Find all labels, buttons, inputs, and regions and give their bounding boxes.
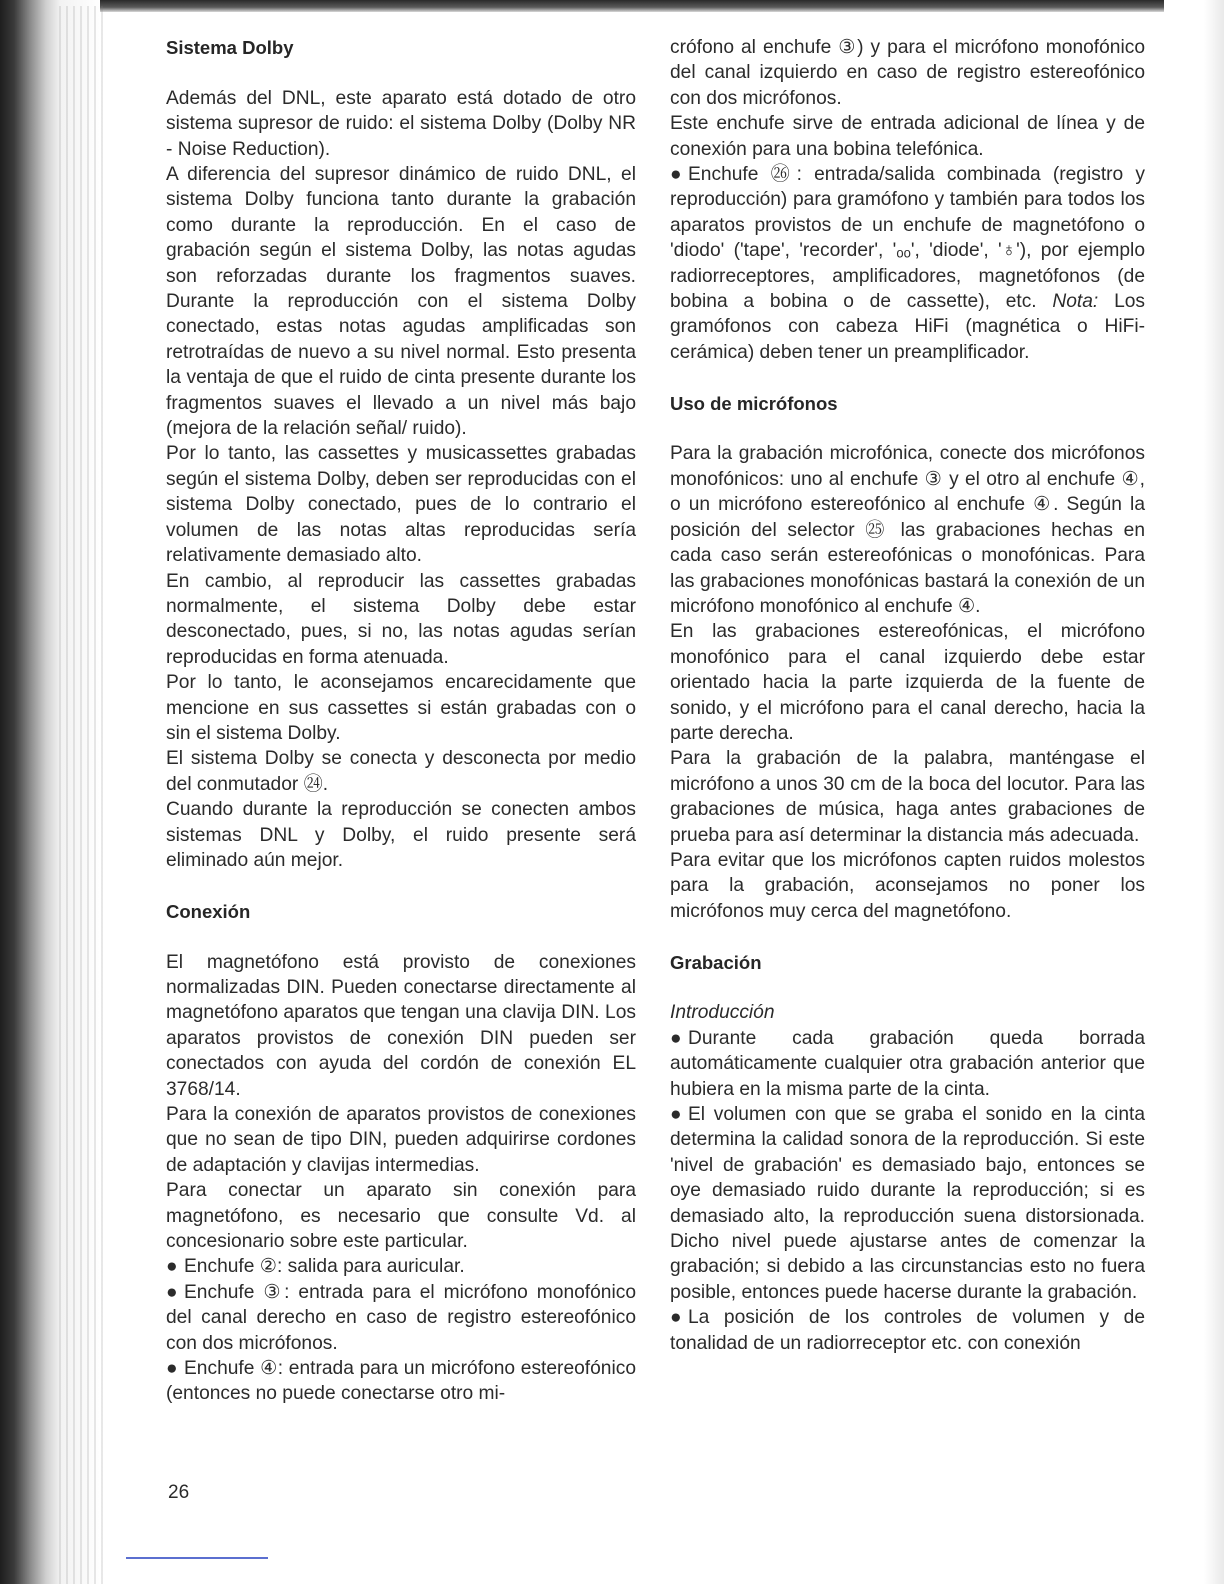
page-top-shadow [0,0,1224,12]
continuation-paragraph-1: crófono al enchufe ③) y para el micrófono monofónico del canal izquierdo en caso de registro estereofónico con dos micrófonos. [670,37,1145,109]
dolby-paragraph-7: Cuando durante la reproducción se conecten ambos sistemas DNL y Dolby, el ruido presente será eliminado aún mejor. [166,799,636,871]
continuation-paragraph-2: Este enchufe sirve de entrada adicional de línea y de conexión para una bobina telefónica. [670,113,1145,160]
bullet-icon: ● [166,1256,178,1278]
page-number: 26 [168,1482,190,1503]
bullet-icon: ● [166,1358,178,1380]
conexion-paragraph-3: Para conectar un aparato sin conexión para magnetófono, es necesario que consulte Vd. al concesionario sobre este particular. [166,1180,636,1253]
heading-grabacion: Grabación [670,951,762,973]
bottom-link-underline [126,1557,268,1559]
subheading-introduccion: Introducción [670,1002,775,1024]
book-page-edges [54,6,104,1584]
bullet-enchufe-3 [166,1280,636,1356]
grabacion-bullet-1 [670,1026,1145,1102]
dolby-paragraph-6: El sistema Dolby se conecta y desconecta por medio del conmutador ㉔. [166,748,636,795]
bullet-text: Enchufe ㉖: entrada/salida combinada (registro y reproducción) para gramófono y también para todos los aparatos provistos de un enchufe de magnetófono o 'diodo' ('tape', 'recorder', 'ₒₒ', 'diode', '♁'), por ejemplo radiorreceptores, amplificadores, magnetófonos (de bobina a bobina o de cassette), etc. [670,164,1145,313]
bullet-text: El volumen con que se graba el sonido en la cinta determina la calidad sonora de la reproducción. Si este 'nivel de grabación' es demasiado bajo, entonces se oye demasiado ruido durante la reproducción; si es demasiado alto, la reproducción suena distorsionada. Dicho nivel puede ajustarse antes de comenzar la grabación; si debido a las circunstancias esto no fuera posible, entonces puede hacerse durante la grabación. [670,1104,1145,1303]
heading-uso-microfonos: Uso de micrófonos [670,392,838,414]
grabacion-bullet-2 [670,1102,1145,1305]
bullet-enchufe-2 [166,1254,636,1279]
dolby-paragraph-2: A diferencia del supresor dinámico de ruido DNL, el sistema Dolby funciona tanto durante la grabación como durante la reproducción. En el caso de grabación según el sistema Dolby, las notas agudas son reforzadas durante los fragmentos suaves. Durante la reproducción con el sistema Dolby conectado, estas notas agudas amplificadas son retrotraídas de nuevo a su nivel normal. Esto presenta la ventaja de que el ruido de cinta presente durante los fragmentos suaves el llevado a un nivel más bajo (mejora de la relación señal/ ruido). [166,164,636,440]
dolby-paragraph-4: En cambio, al reproducir las cassettes grabadas normalmente, el sistema Dolby debe estar desconectado, pues, si no, las notas agudas serían reproducidas en forma atenuada. [166,570,636,668]
bullet-text: Enchufe ②: salida para auricular. [184,1256,465,1278]
microfonos-paragraph-1: Para la grabación microfónica, conecte dos micrófonos monofónicos: uno al enchufe ③ y el otro al enchufe ④, o un micrófono estereofónico al enchufe ④. Según la posición del selector ㉕ las grabaciones hechas en cada caso serán estereofónicas o monofónicas. Para las grabaciones monofónicas bastará la conexión de un micrófono monofónico al enchufe ④. [670,443,1145,617]
heading-conexion: Conexión [166,900,251,922]
bullet-text: Enchufe ③: entrada para el micrófono monofónico del canal derecho en caso de registro estereofónico con dos micrófonos. [166,1281,636,1354]
spacer [670,924,1145,949]
bullet-icon: ● [670,1027,682,1049]
bullet-icon: ● [166,1281,178,1303]
bullet-text: Durante cada grabación queda borrada automáticamente cualquier otra grabación anterior que hubiera en la misma parte de la cinta. [670,1027,1145,1100]
spacer [166,873,636,898]
left-column [166,35,636,1407]
page-right-edge [1164,0,1224,1584]
spacer [670,975,1145,1000]
bullet-text: La posición de los controles de volumen y de tonalidad de un radiorreceptor etc. con conexión [670,1307,1145,1354]
bullet-text: Enchufe ④: entrada para un micrófono estereofónico (entonces no puede conectarse otro mi- [166,1358,636,1405]
bullet-icon: ● [670,164,682,186]
bullet-enchufe-4 [166,1356,636,1407]
dolby-paragraph-1: Además del DNL, este aparato está dotado de otro sistema supresor de ruido: el sistema Dolby (Dolby NR - Noise Reduction). [166,87,636,160]
spacer [670,416,1145,441]
heading-sistema-dolby: Sistema Dolby [166,37,294,58]
nota-text: Los gramófonos con cabeza HiFi (magnética o HiFi-cerámica) deben tener un preamplificador. [670,291,1145,363]
bullet-enchufe-26 [670,162,1145,365]
conexion-paragraph-1: El magnetófono está provisto de conexiones normalizadas DIN. Pueden conectarse directamente al magnetófono aparatos que tengan una clavija DIN. Los aparatos provistos de conexión DIN pueden ser conectados con ayuda del cordón de conexión EL 3768/14. [166,951,636,1100]
microfonos-paragraph-3: Para la grabación de la palabra, manténgase el micrófono a unos 30 cm de la boca del locutor. Para las grabaciones de música, haga antes grabaciones de prueba para así determinar la distancia más adecuada. [670,748,1145,846]
right-column [670,35,1145,1356]
dolby-paragraph-5: Por lo tanto, le aconsejamos encarecidamente que mencione en sus cassettes si están grabadas con o sin el sistema Dolby. [166,672,636,744]
grabacion-bullet-3 [670,1305,1145,1356]
dolby-paragraph-3: Por lo tanto, las cassettes y musicassettes grabadas según el sistema Dolby, deben ser reproducidas con el sistema Dolby conectado, pues de lo contrario el volumen de las notas altas reproducidas sería relativamente demasiado alto. [166,443,636,567]
bullet-icon: ● [670,1104,682,1125]
conexion-paragraph-2: Para la conexión de aparatos provistos de conexiones que no sean de tipo DIN, pueden adquirirse cordones de adaptación y clavijas intermedias. [166,1104,636,1176]
spacer [166,60,636,85]
microfonos-paragraph-2: En las grabaciones estereofónicas, el micrófono monofónico para el canal izquierdo debe estar orientado hacia la parte izquierda de la fuente de sonido, y el micrófono para el canal derecho, hacia la parte derecha. [670,621,1145,744]
spacer [670,365,1145,390]
bullet-icon: ● [670,1307,682,1329]
spacer [166,924,636,949]
nota-label: Nota: [1052,291,1099,313]
microfonos-paragraph-4: Para evitar que los micrófonos capten ruidos molestos para la grabación, aconsejamos no poner los micrófonos muy cerca del magnetófono. [670,849,1145,922]
